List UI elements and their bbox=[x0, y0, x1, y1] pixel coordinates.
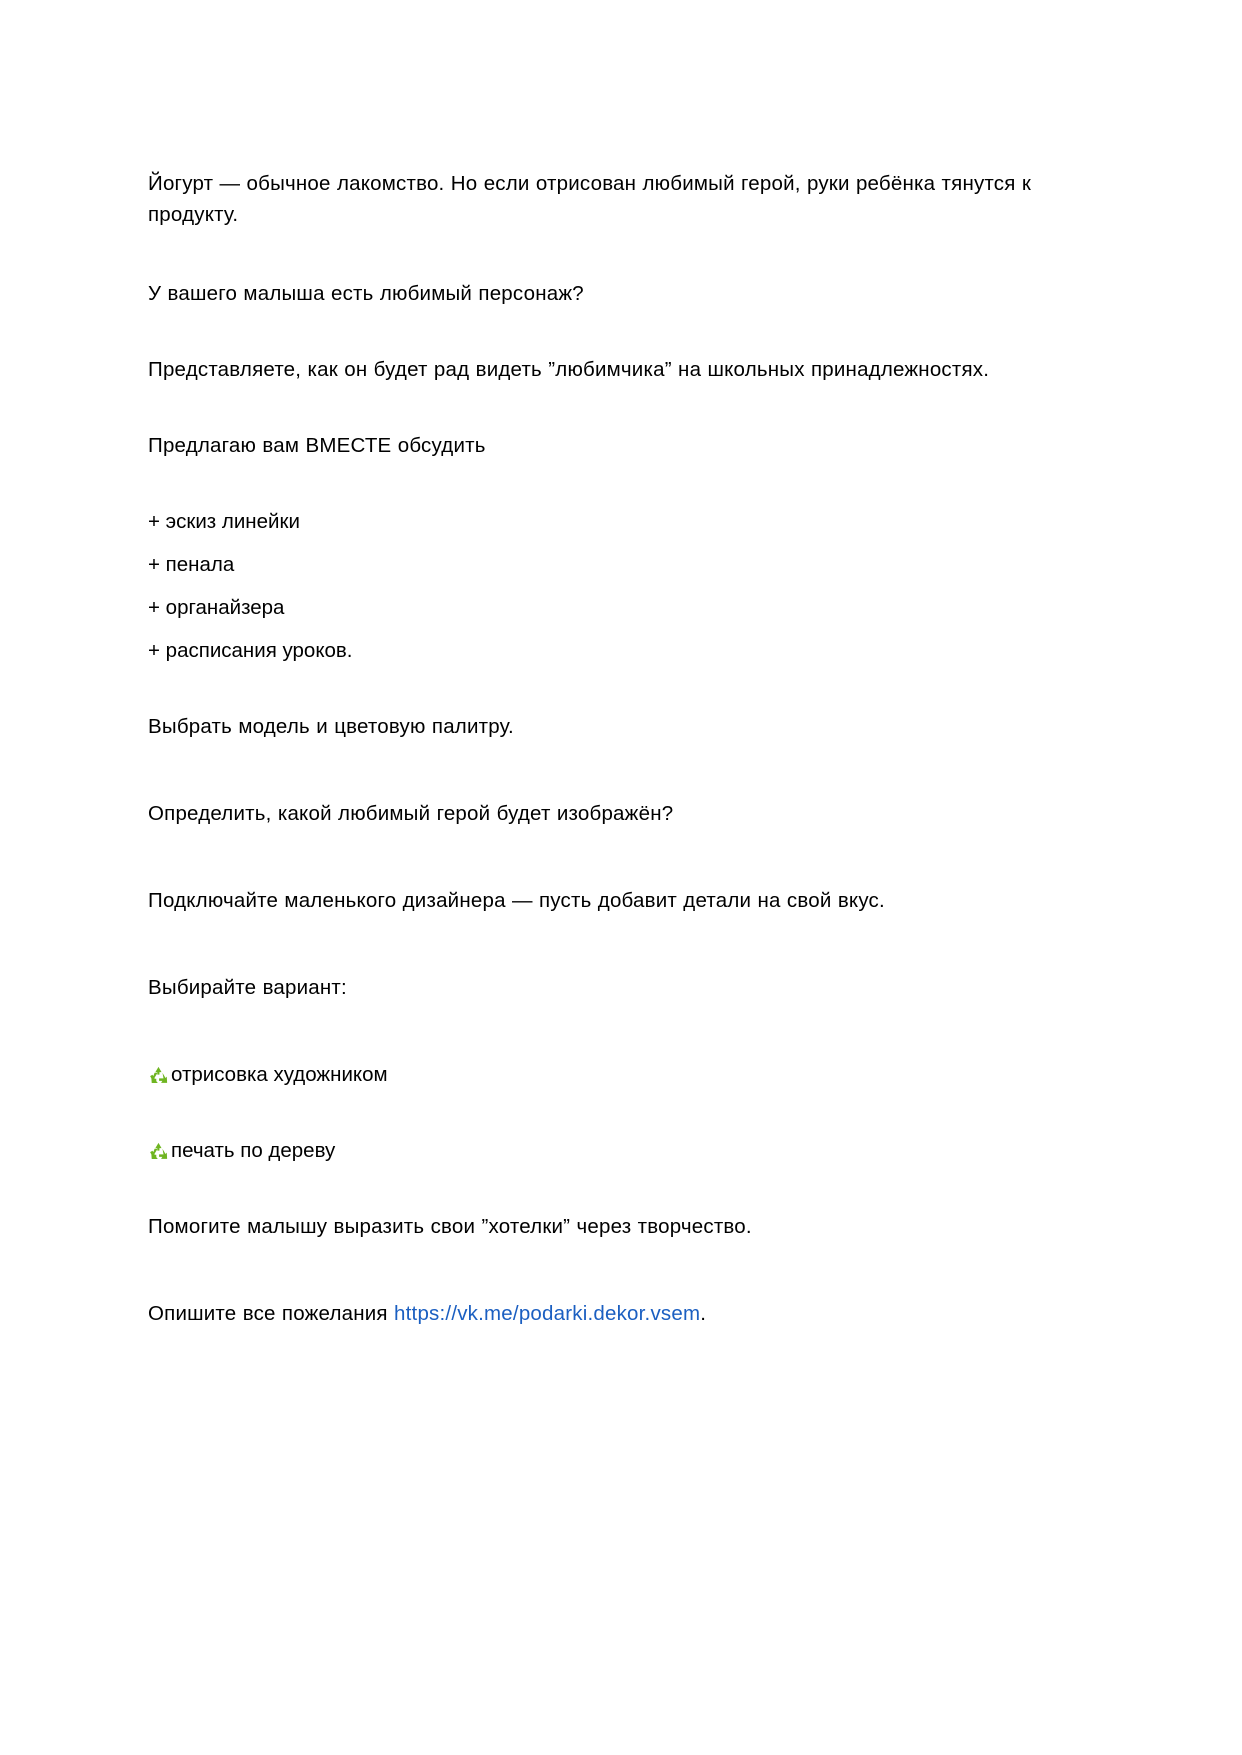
paragraph-question-character: У вашего малыша есть любимый персонаж? bbox=[148, 282, 584, 305]
vk-me-link[interactable]: https://vk.me/podarki.dekor.vsem bbox=[394, 1302, 701, 1325]
paragraph-intro: Йогурт — обычное лакомство. Но если отрисован любимый герой, руки ребёнка тянутся к продукту. bbox=[148, 172, 1032, 226]
paragraph-help-child: Помогите малышу выразить свои ”хотелки” через творчество. bbox=[148, 1215, 752, 1238]
option-item-wood-print bbox=[148, 1135, 1098, 1166]
paragraph-closing bbox=[148, 1298, 1098, 1329]
recycle-icon bbox=[148, 1065, 169, 1086]
paragraph-define-hero: Определить, какой любимый герой будет изображён? bbox=[148, 802, 674, 825]
option-label: печать по дереву bbox=[171, 1139, 336, 1162]
closing-suffix: . bbox=[700, 1302, 707, 1325]
list-item: + эскиз линейки bbox=[148, 510, 300, 533]
recycle-icon bbox=[148, 1141, 169, 1162]
paragraph-choose-model: Выбрать модель и цветовую палитру. bbox=[148, 715, 514, 738]
closing-prefix: Опишите все пожелания bbox=[148, 1302, 395, 1325]
list-item: + пенала bbox=[148, 553, 235, 576]
option-item-artist-drawing bbox=[148, 1059, 1098, 1090]
list-item: + расписания уроков. bbox=[148, 639, 353, 662]
list-item: + органайзера bbox=[148, 596, 285, 619]
paragraph-imagine: Представляете, как он будет рад видеть ”любимчика” на школьных принадлежностях. bbox=[148, 358, 990, 381]
option-label: отрисовка художником bbox=[171, 1063, 388, 1086]
bullet-list bbox=[148, 506, 1098, 666]
paragraph-choose-option: Выбирайте вариант: bbox=[148, 976, 347, 999]
paragraph-involve-designer: Подключайте маленького дизайнера — пусть добавит детали на свой вкус. bbox=[148, 889, 885, 912]
paragraph-discuss-together: Предлагаю вам ВМЕСТЕ обсудить bbox=[148, 434, 486, 457]
document-body bbox=[148, 168, 1098, 1374]
